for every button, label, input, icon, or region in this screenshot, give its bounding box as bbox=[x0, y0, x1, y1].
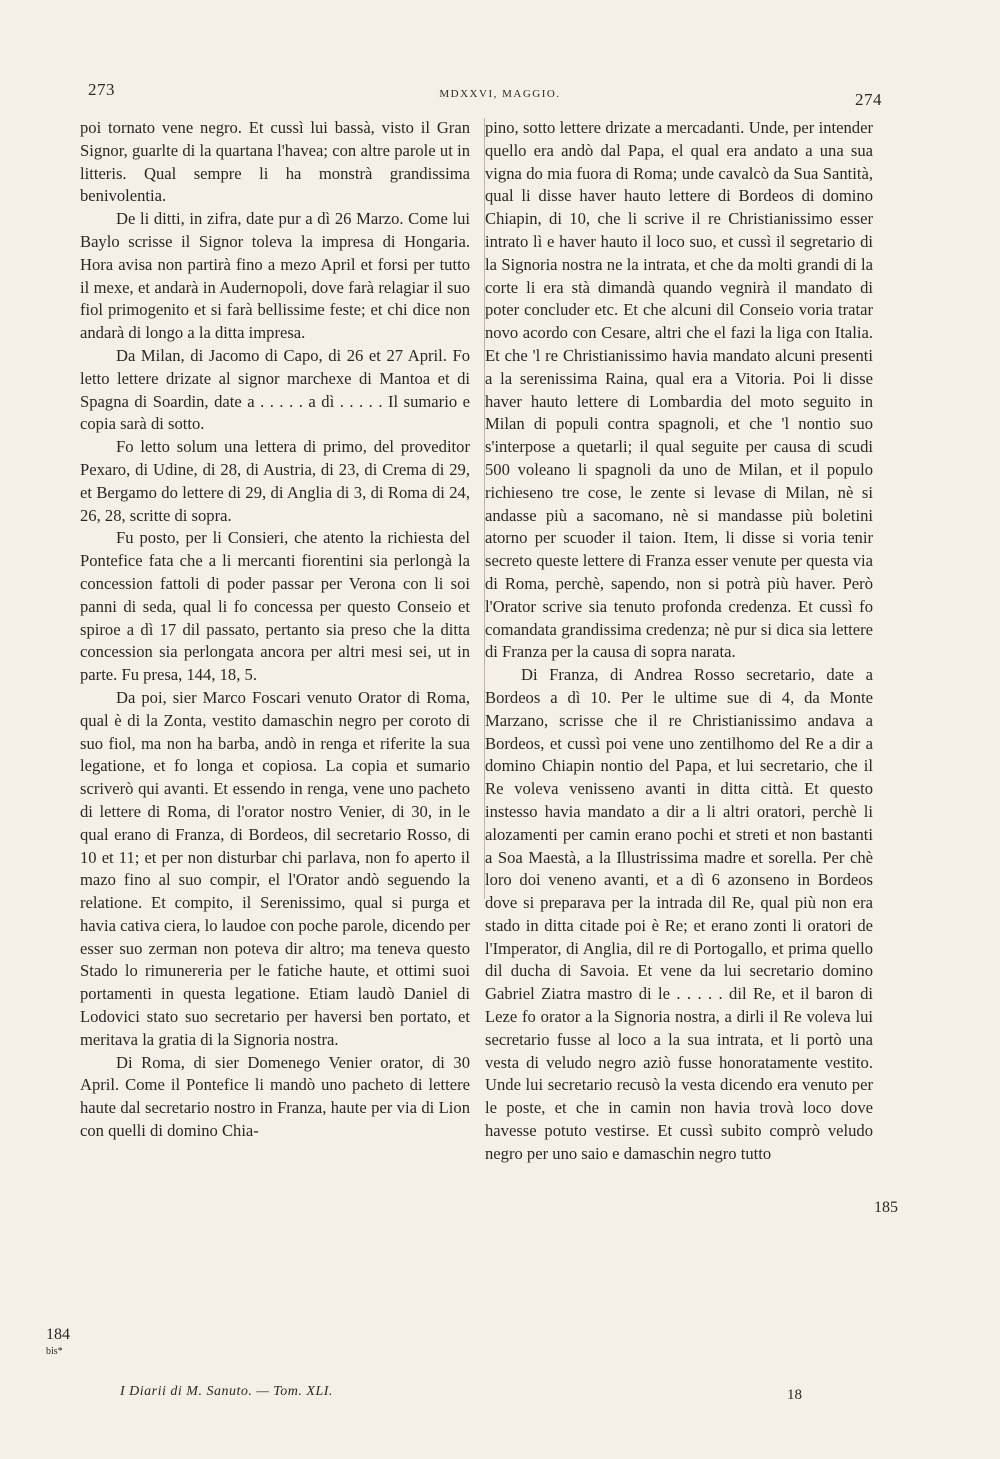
margin-note-right: 185 bbox=[874, 1199, 898, 1216]
paragraph: De li ditti, in zifra, date pur a dì 26 Marzo. Come lui Baylo scrisse il Signor toleva la impresa di Hongaria. Hora avisa non partirà fino a mezo April et forsi per tutto il mexe, et andarà in Audernopoli, dove farà relagiar il suo fiol primogenito et si farà bellissime feste; et chi dice non andarà di longo a la ditta impresa. bbox=[80, 209, 470, 343]
margin-note-left-sub: bis* bbox=[46, 1346, 63, 1357]
margin-note-left: 184 bbox=[46, 1326, 70, 1343]
paragraph: Da Milan, di Jacomo di Capo, di 26 et 27 April. Fo letto lettere drizate al signor marchexe di Mantoa et di Spagna di Soardin, date a . . . . . a dì . . . . . Il sumario e copia sarà di sotto. bbox=[80, 345, 470, 434]
paragraph: Fu posto, per li Consieri, che atento la richiesta del Pontefice fata che a li mercanti fiorentini sia perlongà la concession fattoli di poder passar per Verona con li soi panni di seda, qual li fo concessa per questo Conseio et spiroe a dì 17 dil passato, pertanto sia preso che la ditta concession sia perlongata ancora per altri mesi sei, ut in parte. Fu presa, 144, 18, 5. bbox=[80, 528, 470, 685]
paragraph: Da poi, sier Marco Foscari venuto Orator di Roma, qual è di la Zonta, vestito damaschin negro per coroto di suo fiol, ma non ha barba, andò in renga et riferite la sua legatione, et fo longa et copiosa. La copia et sumario scriverò qui avanti. Et essendo in renga, vene uno pacheto di lettere di Roma, di l'orator nostro Venier, di 30, in le qual erano di Franza, di Bordeos, dil secretario Rosso, di 10 et 11; et per non disturbar chi parlava, non fo aperto il mazo fino al suo compir, el l'Orator andò seguendo la relatione. Et compito, il Serenissimo, qual si purga et havia cativa ciera, lo laudoe con poche parole, dicendo per esser suo zerman non poteva dir altro; ma teneva questo Stado lo rimunereria per le fatiche haute, et ottimi suoi portamenti in questa legatione. Etiam laudò Daniel di Lodovici stato suo secretario per haversi ben portato, et meritava la gratia di la Signoria nostra. bbox=[80, 687, 470, 1049]
right-column bbox=[485, 117, 873, 1166]
left-column bbox=[80, 117, 470, 1143]
paragraph: Di Roma, di sier Domenego Venier orator, di 30 April. Come il Pontefice li mandò uno pacheto di lettere haute dal secretario nostro in Franza, haute per via di Lion con quelli di domino Chia- bbox=[80, 1052, 470, 1141]
paragraph: Fo letto solum una lettera di primo, del proveditor Pexaro, di Udine, di 28, di Austria, di 23, di Crema di 29, et Bergamo do lettere di 29, di Anglia di 3, di Roma di 24, 26, 28, scritte di sopra. bbox=[80, 437, 470, 525]
page-number-left: 273 bbox=[88, 80, 115, 99]
running-title: MDXXVI, MAGGIO. bbox=[439, 88, 561, 100]
paragraph: poi tornato vene negro. Et cussì lui bassà, visto il Gran Signor, guarlte di la quartana l'havea; con altre parole ut in litteris. Qual sempre li ha monstrà grandissima benivolentia. bbox=[80, 118, 470, 206]
page-number-right: 274 bbox=[855, 90, 882, 109]
signature-mark: 18 bbox=[787, 1387, 802, 1403]
paragraph: Di Franza, di Andrea Rosso secretario, date a Bordeos a dì 10. Per le ultime sue di 4, da Monte Marzano, scrisse che il re Christianissimo andava a Bordeos, et cussì poi vene uno zentilhomo del Re a dir a domino Chiapin nontio del Papa, et lui secretario, che il Re voleva venisseno avanti in ditta città. Et questo instesso havia mandato a dir a li altri oratori, perchè li alozamenti per camin erano pochi et streti et non bastanti a Soa Maestà, a la Illustrissima madre et sorella. Per chè loro doi veneno avanti, et a dì 6 azonseno in Bordeos dove si preparava per la intrada dil Re, qual più non era stado in ditta citade poi è Re; et erano zonti li oratori de l'Imperator, di Anglia, dil re di Portogallo, et prima quello dil ducha di Savoia. Et vene da lui secretario domino Gabriel Ziatra mastro di le . . . . . dil Re, et il baron di Leze fo orator a la Signoria nostra, a dirli il Re voleva lui secretario fusse al loco a la sua intrata, et li portò una vesta di veludo negro aziò fusse honoratamente vestito. Unde lui secretario recusò la vesta dicendo era venuto per le poste, et che in camin non havia trovà loco dove havesse potuto vestirse. Et cussì subito comprò veludo negro per uno saio e damaschin negro tutto bbox=[485, 665, 873, 1163]
paragraph: pino, sotto lettere drizate a mercadanti. Unde, per intender quello era andò dal Papa, el qual era andato a una sua vigna do mia fuora di Roma; unde cavalcò da Sua Santità, qual li disse haver hauto lettere di Bordeos di domino Chiapin, di 10, che li scrive il re Christianissimo esser intrato lì e haver hauto il loco suo, et cussì il segretario di la Signoria nostra ne la intrata, et che da molti grandi di la corte li era stà dimandà quando vegnirà il mandato di poter concluder etc. Et che alcuni dil Conseio voria tratar novo acordo con Cesare, altri che el fazi la liga con Italia. Et che 'l re Christianissimo havia mandato alcuni presenti a la serenissima Raina, qual era a Vitoria. Poi li disse haver hauto lettere di Lombardia del moto seguito in Milan di populi contra spagnoli, et che 'l nontio suo s'interpose a quetarli; il qual seguite per causa di scudi 500 voleano li spagnoli da uno de Milan, et il populo richieseno tre cose, le zente si levase di Milan, nè si andasse più a sacomano, nè si mandasse più boletini atorno per scuoder il taion. Item, li disse si voria tenir secreto queste lettere di Franza esser venute per questa via di Roma, perchè, sapendo, non si potrà più haver. Però l'Orator scrive sia tenuto profonda credenza. Et cussì fo comandata grandissima credenza; nè pur si dica sia lettere di Franza per la causa di sopra narata. bbox=[485, 118, 873, 662]
footer-title: I Diarii di M. Sanuto. — Tom. XLI. bbox=[120, 1384, 333, 1399]
